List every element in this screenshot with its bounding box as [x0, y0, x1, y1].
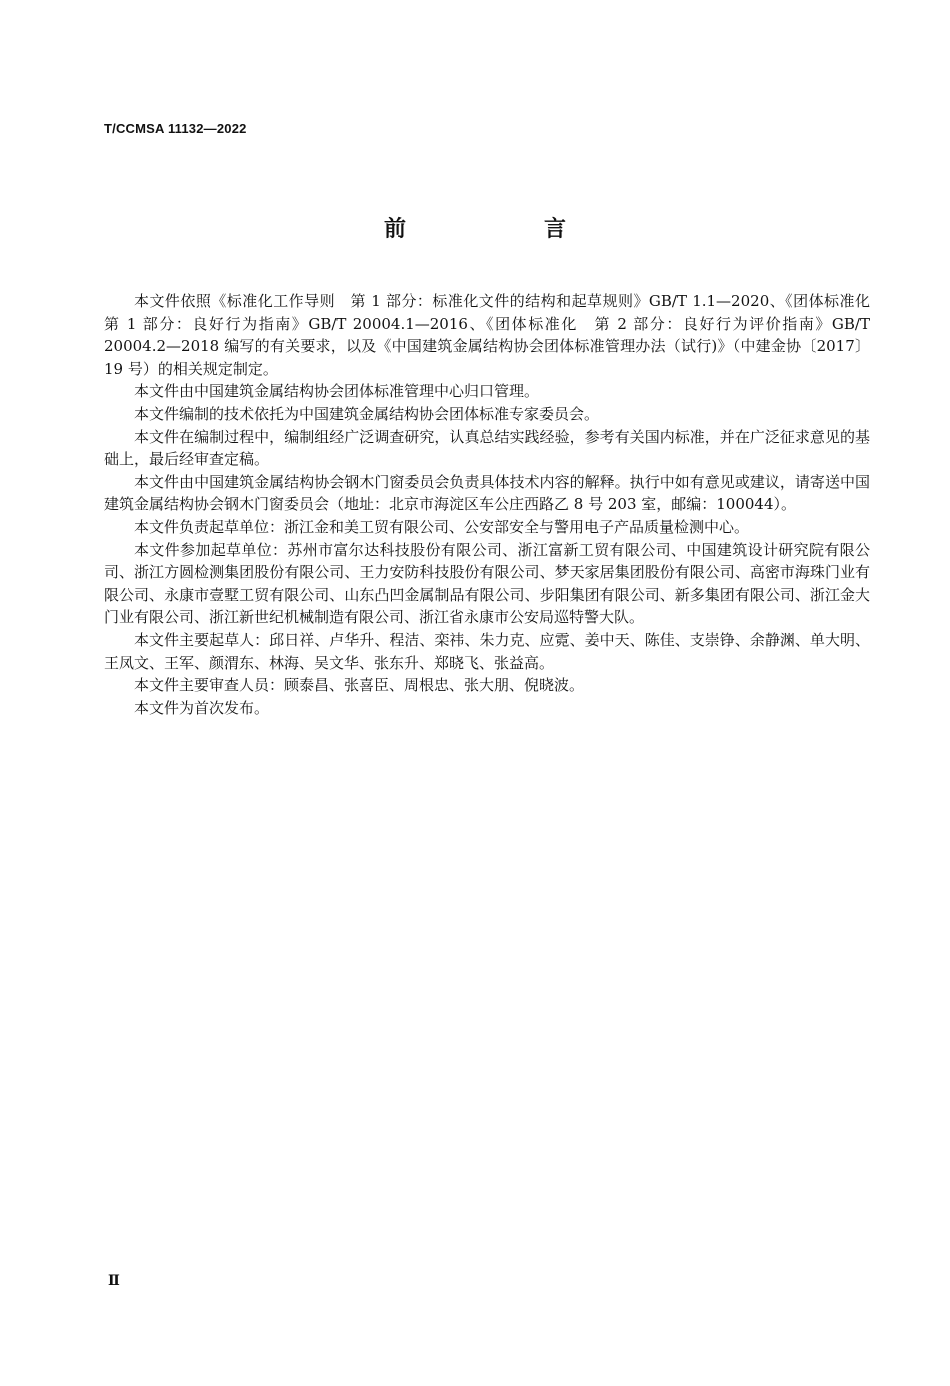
- paragraph-drafting-process: 本文件在编制过程中，编制组经广泛调查研究，认真总结实践经验，参考有关国内标准，并在广泛征求意见的基础上，最后经审查定稿。: [104, 427, 870, 469]
- paragraph-main-drafters: 本文件主要起草人：邱日祥、卢华升、程洁、栾祎、朱力克、应霓、姜中天、陈佳、支崇铮、余静渊、单大明、王凤文、王军、颜渭东、林海、吴文华、张东升、郑晓飞、张益高。: [104, 630, 870, 672]
- paragraph-lead-drafters: 本文件负责起草单位：浙江金和美工贸有限公司、公安部安全与警用电子产品质量检测中心。: [134, 517, 750, 536]
- foreword-body: [104, 290, 886, 719]
- page-title: 前 言: [383, 217, 624, 242]
- paragraph-management: 本文件由中国建筑金属结构协会团体标准管理中心归口管理。: [134, 382, 540, 401]
- standard-code: T/CCMSA 11132—2022: [104, 121, 247, 136]
- paragraph-technical-support: 本文件编制的技术依托为中国建筑金属结构协会团体标准专家委员会。: [134, 404, 600, 423]
- paragraph-reviewers: 本文件主要审查人员：顾泰昌、张喜臣、周根忠、张大朋、倪晓波。: [134, 676, 585, 695]
- paragraph-first-release: 本文件为首次发布。: [134, 698, 270, 717]
- paragraph-basis: 本文件依照《标准化工作导则 第 1 部分：标准化文件的结构和起草规则》GB/T 1.1—2020、《团体标准化 第 1 部分：良好行为指南》GB/T 20004.1—2016、《团体标准化 第 2 部分：良好行为评价指南》GB/T 20004.2—2018 编写的有关要求，以及《中国建筑金属结构协会团体标准管理办法（试行)》（中建金协〔2017〕19 号）的相关规定制定。: [104, 292, 886, 378]
- paragraph-participating-units: 本文件参加起草单位：苏州市富尔达科技股份有限公司、浙江富新工贸有限公司、中国建筑设计研究院有限公司、浙江方圆检测集团股份有限公司、王力安防科技股份有限公司、梦天家居集团股份有限公司、高密市海珠门业有限公司、永康市壹墅工贸有限公司、山东凸凹金属制品有限公司、步阳集团有限公司、新多集团有限公司、浙江金大门业有限公司、浙江新世纪机械制造有限公司、浙江省永康市公安局巡特警大队。: [104, 540, 870, 627]
- page-number: Ⅱ: [108, 1273, 120, 1289]
- paragraph-interpretation: 本文件由中国建筑金属结构协会钢木门窗委员会负责具体技术内容的解释。执行中如有意见或建议，请寄送中国建筑金属结构协会钢木门窗委员会（地址：北京市海淀区车公庄西路乙 8 号 203 室，邮编：100044）。: [104, 472, 870, 514]
